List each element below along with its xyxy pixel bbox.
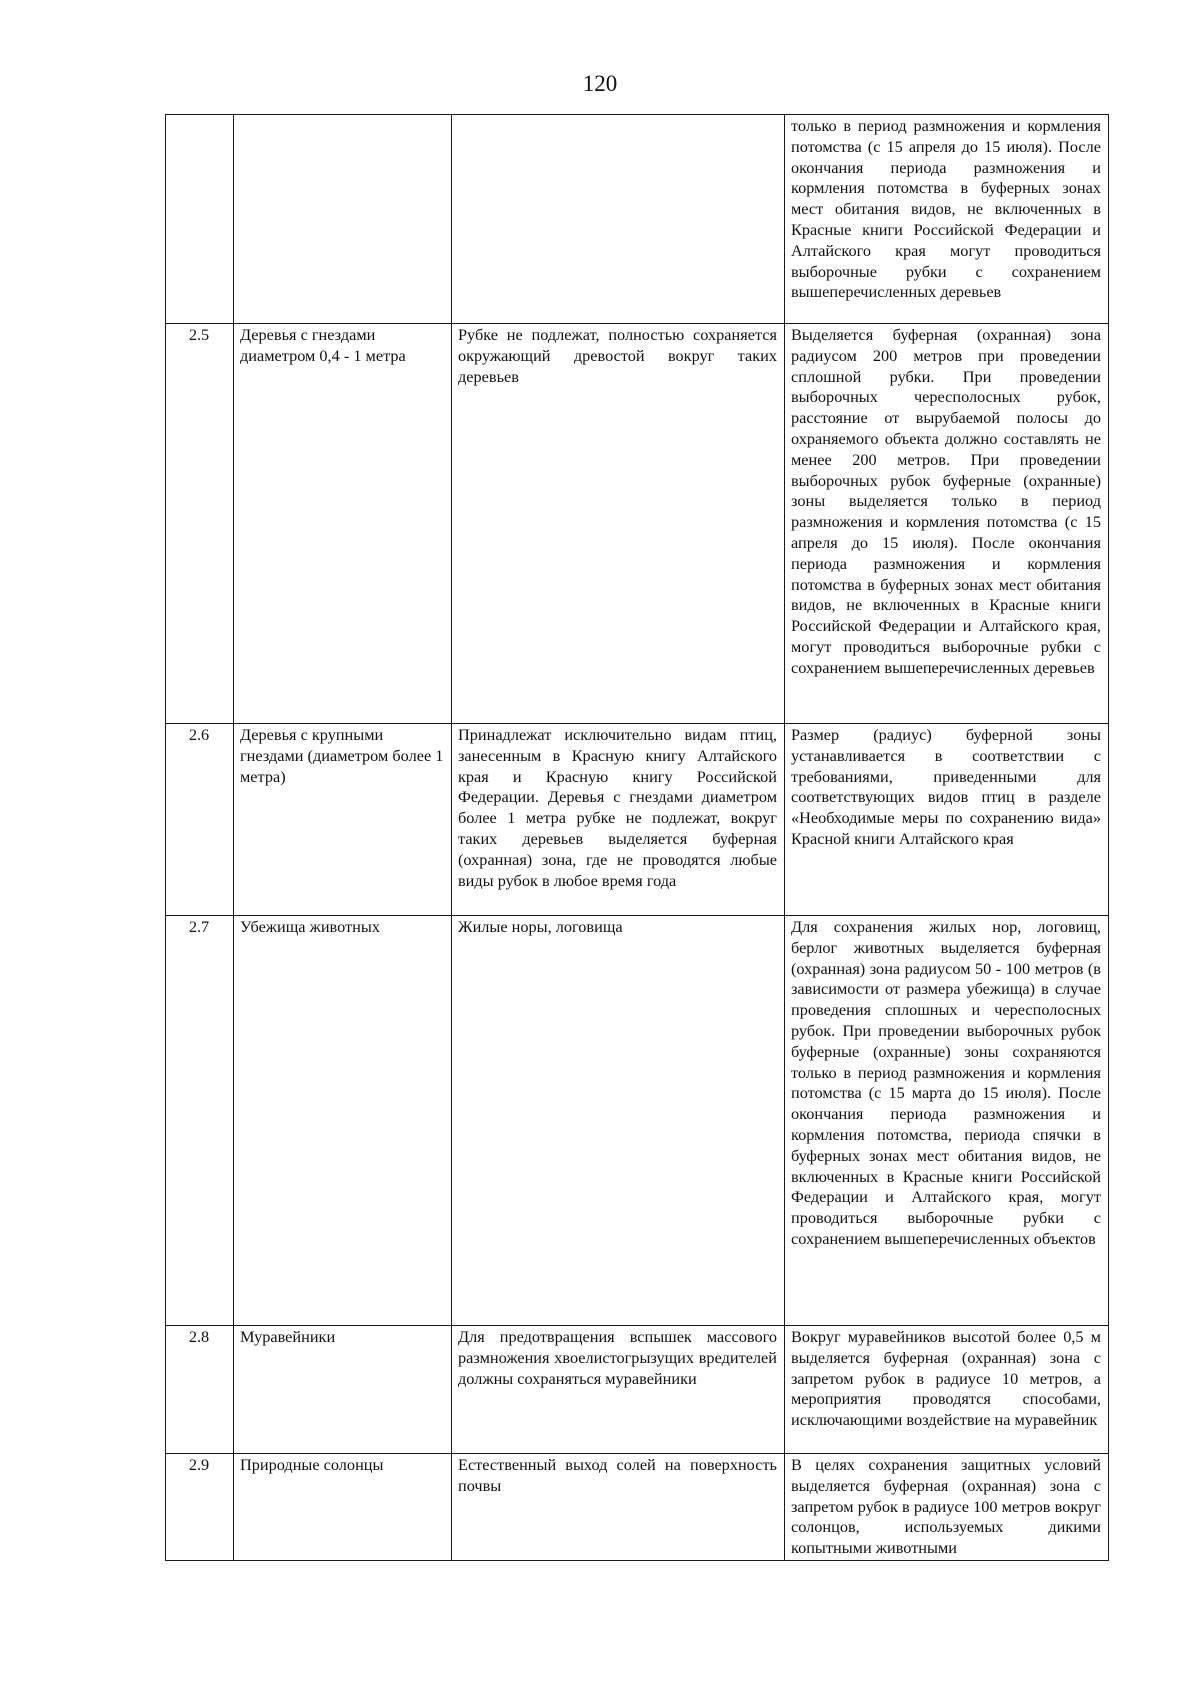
preservation-requirement: Рубке не подлежат, полностью сохраняется окружающий древостой вокруг таких деревьев [452,324,785,724]
preservation-requirement: Жилые норы, логовища [452,916,785,1326]
protected-object [234,115,452,324]
row-number: 2.7 [166,916,234,1326]
buffer-zone-rule: Вокруг муравейников высотой более 0,5 м выделяется буферная (охранная) зона с запретом рубок в радиусе 10 метров, а мероприятия проводятся способами, исключающими воздействие на муравейник [785,1326,1109,1454]
protected-object: Природные солонцы [234,1454,452,1561]
buffer-zone-rule: Для сохранения жилых нор, логовищ, берлог животных выделяется буферная (охранная) зона радиусом 50 - 100 метров (в зависимости от размера убежища) в случае проведения сплошных и чересполосных рубок. При проведении выборочных рубок буферные (охранные) зоны сохраняются только в период размножения и кормления потомства (с 15 марта до 15 июля). После окончания периода размножения и кормления потомства, периода спячки в буферных зонах мест обитания видов, не включенных в Красные книги Российской Федерации и Алтайского края, могут проводиться выборочные рубки с сохранением вышеперечисленных объектов [785,916,1109,1326]
protected-object: Муравейники [234,1326,452,1454]
protected-object: Деревья с крупными гнездами (диаметром более 1 метра) [234,724,452,916]
buffer-zone-rule: В целях сохранения защитных условий выделяется буферная (охранная) зона с запретом рубок в радиусе 100 метров вокруг солонцов, используемых дикими копытными животными [785,1454,1109,1561]
table-row [166,115,1109,324]
buffer-zone-rule: Размер (радиус) буферной зоны устанавливается в соответствии с требованиями, приведенными для соответствующих видов птиц в разделе «Необходимые меры по сохранению вида» Красной книги Алтайского края [785,724,1109,916]
buffer-zone-rule: только в период размножения и кормления потомства (с 15 апреля до 15 июля). После окончания периода размножения и кормления потомства в буферных зонах мест обитания видов, не включенных в Красные книги Российской Федерации и Алтайского края могут проводиться выборочные рубки с сохранением вышеперечисленных деревьев [785,115,1109,324]
table-row [166,916,1109,1326]
protected-object: Деревья с гнездами диаметром 0,4 - 1 метра [234,324,452,724]
row-number: 2.8 [166,1326,234,1454]
protected-object: Убежища животных [234,916,452,1326]
table-row [166,324,1109,724]
protection-requirements-table [165,114,1109,1561]
row-number: 2.5 [166,324,234,724]
preservation-requirement: Принадлежат исключительно видам птиц, занесенным в Красную книгу Алтайского края и Красную книгу Российской Федерации. Деревья с гнездами диаметром более 1 метра рубке не подлежат, вокруг таких деревьев выделяется буферная (охранная) зона, где не проводятся любые виды рубок в любое время года [452,724,785,916]
row-number: 2.6 [166,724,234,916]
table-row [166,1454,1109,1561]
preservation-requirement: Для предотвращения вспышек массового размножения хвоелистогрызущих вредителей должны сохраняться муравейники [452,1326,785,1454]
buffer-zone-rule: Выделяется буферная (охранная) зона радиусом 200 метров при проведении сплошной рубки. При проведении выборочных чересполосных рубок, расстояние от вырубаемой полосы до охраняемого объекта должно составлять не менее 200 метров. При проведении выборочных рубок буферные (охранные) зоны выделяется только в период размножения и кормления потомства (с 15 апреля до 15 июля). После окончания периода размножения и кормления потомства в буферных зонах мест обитания видов, не включенных в Красные книги Российской Федерации и Алтайского края, могут проводиться выборочные рубки с сохранением вышеперечисленных деревьев [785,324,1109,724]
page-number: 120 [582,71,618,96]
table-row [166,1326,1109,1454]
preservation-requirement [452,115,785,324]
table-row [166,724,1109,916]
preservation-requirement: Естественный выход солей на поверхность почвы [452,1454,785,1561]
row-number [166,115,234,324]
row-number: 2.9 [166,1454,234,1561]
